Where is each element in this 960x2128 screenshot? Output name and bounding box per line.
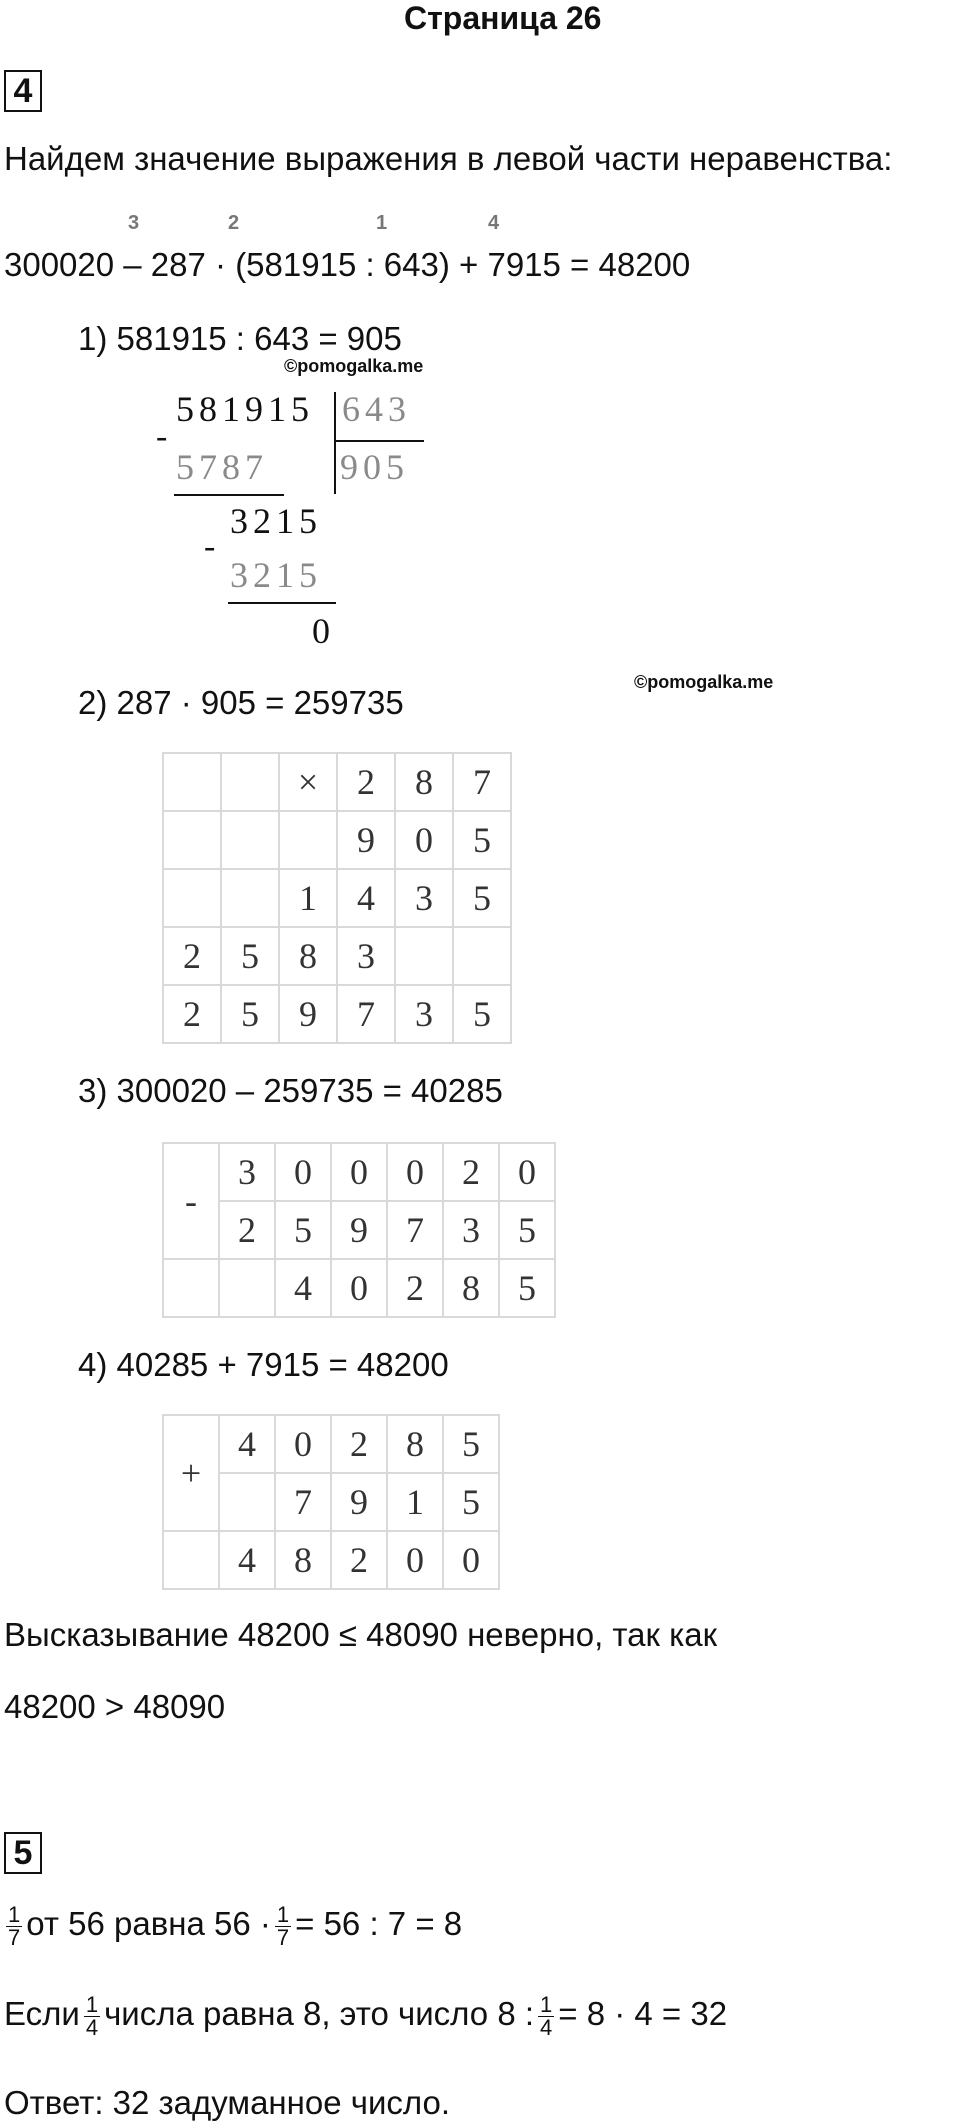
quotient: 905 <box>340 447 409 487</box>
step2-label: 2) 287 · 905 = 259735 <box>78 684 404 721</box>
grid-cell <box>395 927 453 985</box>
grid-cell: 2 <box>331 1415 387 1473</box>
fraction-one-seventh: $\frac{1}{7}$ <box>276 1902 290 1950</box>
grid-cell <box>163 753 221 811</box>
grid-cell: 0 <box>499 1143 555 1201</box>
grid-cell: 5 <box>443 1415 499 1473</box>
grid-cell: 5 <box>453 869 511 927</box>
subtrahend-1: 5787 <box>176 447 268 487</box>
grid-cell <box>163 1259 219 1317</box>
grid-cell: 3 <box>219 1143 275 1201</box>
order-mark: 4 <box>488 212 500 234</box>
grid-cell <box>163 811 221 869</box>
grid-cell <box>219 1259 275 1317</box>
step4-label: 4) 40285 + 7915 = 48200 <box>78 1346 449 1383</box>
grid-cell: 0 <box>331 1259 387 1317</box>
grid-cell <box>221 753 279 811</box>
grid-cell: 0 <box>443 1531 499 1589</box>
dividend: 581915 <box>176 389 314 429</box>
grid-cell: 5 <box>221 985 279 1043</box>
grid-cell <box>221 811 279 869</box>
grid-cell: 5 <box>443 1473 499 1531</box>
expression: 300020 – 287 · (581915 : 643) + 7915 = 48200 <box>4 246 691 283</box>
grid-cell: 1 <box>387 1473 443 1531</box>
minus-sign: - <box>156 418 168 455</box>
grid-cell: 5 <box>453 985 511 1043</box>
grid-cell: 3 <box>395 869 453 927</box>
grid-cell: 7 <box>387 1201 443 1259</box>
watermark: ©pomogalka.me <box>634 672 774 692</box>
grid-cell: 0 <box>387 1531 443 1589</box>
grid-cell: 5 <box>221 927 279 985</box>
step3-label: 3) 300020 – 259735 = 40285 <box>78 1072 503 1109</box>
divisor: 643 <box>342 389 411 429</box>
step1-label: 1) 581915 : 643 = 905 <box>78 320 402 357</box>
grid-cell <box>163 1531 219 1589</box>
grid-cell <box>453 927 511 985</box>
order-mark: 2 <box>228 212 240 234</box>
task4-intro: Найдем значение выражения в левой части неравенства: <box>4 140 893 177</box>
order-mark: 1 <box>376 212 388 234</box>
subtraction-grid <box>162 1142 556 1318</box>
grid-cell <box>279 811 337 869</box>
grid-cell: 9 <box>337 811 395 869</box>
order-mark: 3 <box>128 212 140 234</box>
grid-cell: 4 <box>219 1531 275 1589</box>
fraction-one-quarter: $\frac{1}{4}$ <box>540 1992 553 2040</box>
grid-cell: 4 <box>275 1259 331 1317</box>
grid-cell: 4 <box>337 869 395 927</box>
page-title: Страница 26 <box>404 0 602 36</box>
fraction-one-quarter: $\frac{1}{4}$ <box>85 1992 99 2040</box>
task5-answer: Ответ: 32 задуманное число. <box>4 2084 451 2121</box>
grid-cell: 5 <box>499 1259 555 1317</box>
grid-cell: 9 <box>279 985 337 1043</box>
minus-sign: - <box>163 1143 219 1259</box>
addition-grid <box>162 1414 500 1590</box>
grid-cell: 2 <box>163 927 221 985</box>
grid-cell <box>219 1473 275 1531</box>
grid-cell: 2 <box>337 753 395 811</box>
grid-cell: 9 <box>331 1473 387 1531</box>
grid-cell: 5 <box>453 811 511 869</box>
grid-cell: 3 <box>395 985 453 1043</box>
grid-cell: 2 <box>163 985 221 1043</box>
remainder-final: 0 <box>312 611 335 651</box>
grid-cell: 7 <box>337 985 395 1043</box>
grid-cell: 2 <box>443 1143 499 1201</box>
grid-cell: 0 <box>275 1143 331 1201</box>
conclusion-line-1: Высказывание 48200 ≤ 48090 неверно, так как <box>4 1616 718 1653</box>
grid-cell: 8 <box>443 1259 499 1317</box>
remainder-1: 3215 <box>230 501 322 541</box>
conclusion-line-2: 48200 > 48090 <box>4 1688 226 1725</box>
watermark: ©pomogalka.me <box>284 356 424 376</box>
grid-cell: 9 <box>331 1201 387 1259</box>
grid-cell: 8 <box>387 1415 443 1473</box>
grid-cell: 0 <box>395 811 453 869</box>
grid-cell: 2 <box>331 1531 387 1589</box>
grid-cell: 2 <box>219 1201 275 1259</box>
task-number-4: 4 <box>4 70 42 112</box>
grid-cell <box>163 869 221 927</box>
grid-cell: 2 <box>387 1259 443 1317</box>
grid-cell: 7 <box>453 753 511 811</box>
grid-cell: 8 <box>279 927 337 985</box>
task5-line-2: Если $\frac{1}{4}$ числа равна 8, это число 8 : $\frac{1}{4}$ = 8 · 4 = 32 <box>4 1992 728 2040</box>
grid-cell: 0 <box>331 1143 387 1201</box>
multiply-sign: × <box>279 753 337 811</box>
grid-cell: 0 <box>387 1143 443 1201</box>
grid-cell: 3 <box>337 927 395 985</box>
plus-sign: + <box>163 1415 219 1531</box>
grid-cell: 0 <box>275 1415 331 1473</box>
grid-cell: 3 <box>443 1201 499 1259</box>
task5-line-1: $\frac{1}{7}$ от 56 равна 56 · $\frac{1}{7}$ = 56 : 7 = 8 <box>8 1902 463 1950</box>
grid-cell: 5 <box>275 1201 331 1259</box>
grid-cell: 8 <box>275 1531 331 1589</box>
grid-cell: 1 <box>279 869 337 927</box>
grid-cell: 8 <box>395 753 453 811</box>
multiplication-grid <box>162 752 512 1044</box>
grid-cell: 7 <box>275 1473 331 1531</box>
subtrahend-2: 3215 <box>230 555 322 595</box>
grid-cell: 4 <box>219 1415 275 1473</box>
fraction-one-seventh: $\frac{1}{7}$ <box>8 1902 21 1950</box>
task-number-5: 5 <box>4 1832 42 1874</box>
grid-cell: 5 <box>499 1201 555 1259</box>
minus-sign: - <box>204 528 216 565</box>
grid-cell <box>221 869 279 927</box>
